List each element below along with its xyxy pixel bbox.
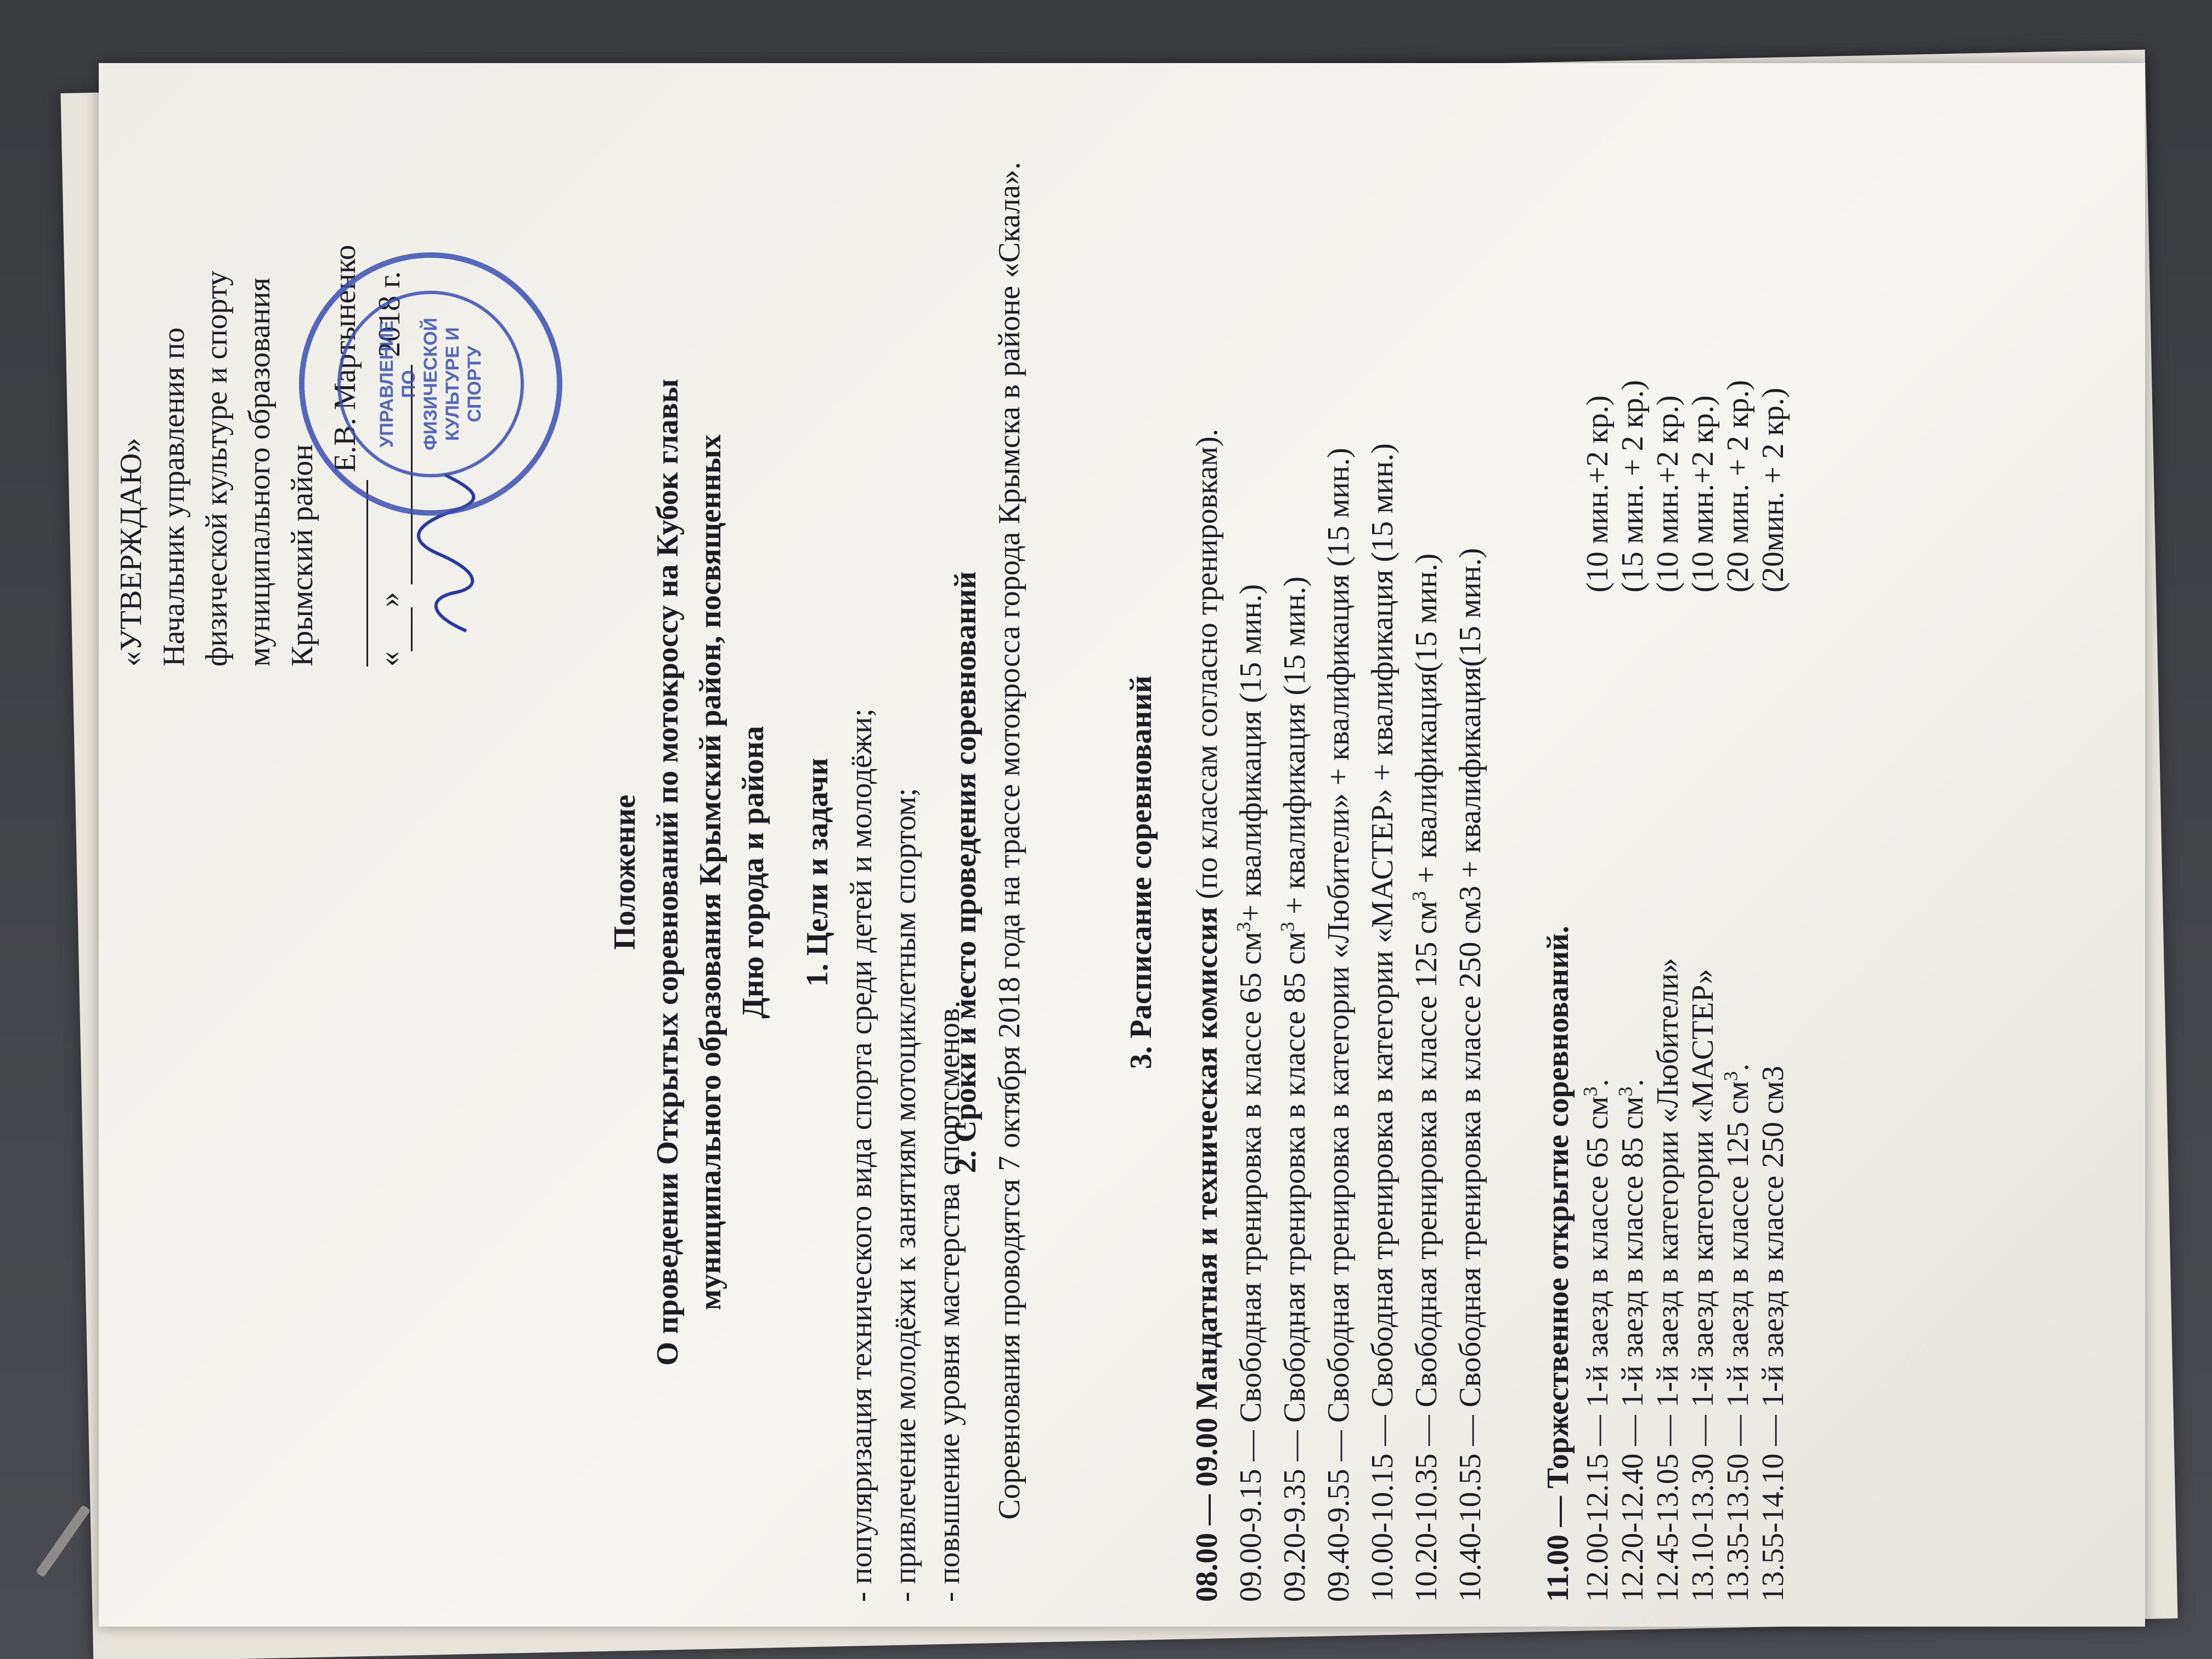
approval-heading: «УТВЕРЖДАЮ» xyxy=(114,438,148,667)
section-heading: 2. Сроки и место проведения соревнований xyxy=(949,571,983,1173)
race-duration: (15 мин. + 2 кр.) xyxy=(1616,380,1650,592)
schedule-time: 09.20-9.35 — xyxy=(1278,1423,1312,1602)
schedule-text: 1-й заезд в классе 85 см xyxy=(1616,1096,1650,1408)
superscript: 3 xyxy=(1408,891,1430,901)
schedule-time: 12.45-13.05 — xyxy=(1651,1407,1685,1602)
race-duration: (10 мин.+2 кр.) xyxy=(1581,395,1615,592)
schedule-time: 10.20-10.35 — xyxy=(1409,1407,1443,1602)
race-row xyxy=(1685,143,1720,1602)
schedule-text: 1-й заезд в категории «Любители» xyxy=(1651,958,1685,1408)
schedule-text: 1-й заезд в классе 125 см xyxy=(1721,1081,1755,1408)
pencil-object xyxy=(36,1504,91,1577)
schedule-tail: + квалификация(15 мин.) xyxy=(1409,553,1443,891)
official-stamp xyxy=(299,252,562,516)
date-year: 2018 г. xyxy=(373,271,407,357)
date-open-quote: « xyxy=(373,651,407,667)
date-day-blank xyxy=(368,607,413,651)
training-list xyxy=(1229,143,1492,1602)
superscript: 3 xyxy=(1276,922,1299,932)
training-row xyxy=(1448,143,1492,1602)
schedule-time: 12.00-12.15 — xyxy=(1581,1407,1615,1602)
title-line: муниципального образования Крымский район, посвященных xyxy=(693,434,727,1311)
schedule-text: Свободная тренировка в категории «МАСТЕР» + квалификация (15 мин.) xyxy=(1365,443,1400,1408)
schedule-text: 1-й заезд в классе 65 см xyxy=(1581,1096,1615,1408)
commission-line xyxy=(1185,143,1229,1602)
approval-line: физической культуре и спорту xyxy=(200,270,234,667)
title-line: О проведении Открытых соревнований по мотокроссу на Кубок главы xyxy=(651,379,685,1366)
approval-line: муниципального образования xyxy=(242,277,276,667)
training-row xyxy=(1404,143,1448,1602)
superscript: 3 xyxy=(1614,1086,1637,1097)
schedule-tail: . xyxy=(1616,1079,1650,1087)
race-row xyxy=(1615,143,1650,1602)
schedule-time: 10.00-10.15 — xyxy=(1365,1407,1400,1602)
list-item: - популяризация технического вида спорта среди детей и молодёжи; xyxy=(844,708,878,1602)
superscript: 3 xyxy=(1579,1086,1601,1097)
date-close-quote: » xyxy=(373,592,407,607)
schedule-time: 13.35-13.50 — xyxy=(1721,1407,1755,1602)
training-row xyxy=(1317,143,1361,1602)
schedule-time: 09.40-9.55 — xyxy=(1322,1423,1356,1602)
race-duration: (10 мин.+2 кр.) xyxy=(1686,395,1720,592)
approval-line: Начальник управления по xyxy=(157,327,191,667)
superscript: 3 xyxy=(1232,922,1255,932)
schedule-time: 10.40-10.55 — xyxy=(1453,1407,1487,1602)
stamp-text: УПРАВЛЕНИЕ ПО ФИЗИЧЕСКОЙ КУЛЬТУРЕ И СПОРТУ xyxy=(376,318,485,450)
list-item: - привлечение молодёжи к занятиям мотоциклетным спортом; xyxy=(888,788,922,1602)
section-heading: 3. Расписание соревнований xyxy=(1124,675,1158,1069)
schedule-time: 13.10-13.30 — xyxy=(1686,1407,1720,1602)
schedule-time: 09.00-9.15 — xyxy=(1234,1423,1268,1602)
schedule-text: Свободная тренировка в категории «Любители» + квалификация (15 мин.) xyxy=(1322,448,1356,1423)
section-heading: 1. Цели и задачи xyxy=(800,758,834,987)
superscript: 3 xyxy=(1719,1071,1742,1081)
race-duration: (10 мин.+2 кр.) xyxy=(1651,395,1685,592)
race-row xyxy=(1580,143,1615,1602)
race-row xyxy=(1756,143,1791,1602)
race-list xyxy=(1580,143,1791,1602)
document-page xyxy=(110,143,2074,1602)
section-schedule xyxy=(1119,143,1791,1602)
schedule-text: 1-й заезд в категории «МАСТЕР» xyxy=(1686,968,1720,1408)
training-row xyxy=(1273,143,1317,1602)
training-row xyxy=(1361,143,1404,1602)
race-duration: (20 мин. + 2 кр.) xyxy=(1721,380,1755,592)
list-item: - повышение уровня мастерства спортсменов. xyxy=(932,1000,966,1602)
title-line: Дню города и района xyxy=(736,726,770,1019)
opening-ceremony: 11.00 — Торжественное открытие соревнований. xyxy=(1541,926,1575,1602)
commission-time: 08.00 — 09.00 Мандатная и техническая комиссия xyxy=(1190,907,1224,1602)
training-row xyxy=(1229,143,1273,1602)
schedule-text: Свободная тренировка в классе 250 см3 + квалификация(15 мин.) xyxy=(1453,548,1487,1408)
section-dates-place xyxy=(944,143,1031,1602)
signature-name: Е.В. Мартыненко xyxy=(328,245,362,472)
schedule-text: Свободная тренировка в классе 85 см xyxy=(1278,932,1312,1423)
schedule-time: 12.20-12.40 — xyxy=(1616,1407,1650,1602)
race-duration: (20мин. + 2 кр.) xyxy=(1756,387,1790,592)
section-paragraph: Соревнования проводятся 7 октября 2018 года на трассе мотокросса города Крымска в районе «Скала». xyxy=(992,162,1026,1520)
schedule-tail: + квалификация (15 мин.) xyxy=(1278,576,1312,922)
schedule-text: Свободная тренировка в классе 65 см xyxy=(1234,932,1268,1423)
signature-line xyxy=(324,480,368,667)
document-title xyxy=(603,143,775,1602)
schedule-time: 13.55-14.10 — xyxy=(1756,1407,1790,1602)
schedule-text: Свободная тренировка в классе 125 см xyxy=(1409,901,1443,1408)
title-line: Положение xyxy=(608,794,642,950)
race-row xyxy=(1720,143,1756,1602)
approval-line: Крымский район xyxy=(285,444,319,667)
schedule-tail: . xyxy=(1581,1079,1615,1087)
commission-note: (по классам согласно тренировкам). xyxy=(1190,428,1224,907)
schedule-tail: . xyxy=(1721,1063,1755,1071)
schedule-text: 1-й заезд в классе 250 см3 xyxy=(1756,1065,1790,1408)
schedule-tail: + квалификация (15 мин.) xyxy=(1234,584,1268,922)
race-row xyxy=(1650,143,1685,1602)
